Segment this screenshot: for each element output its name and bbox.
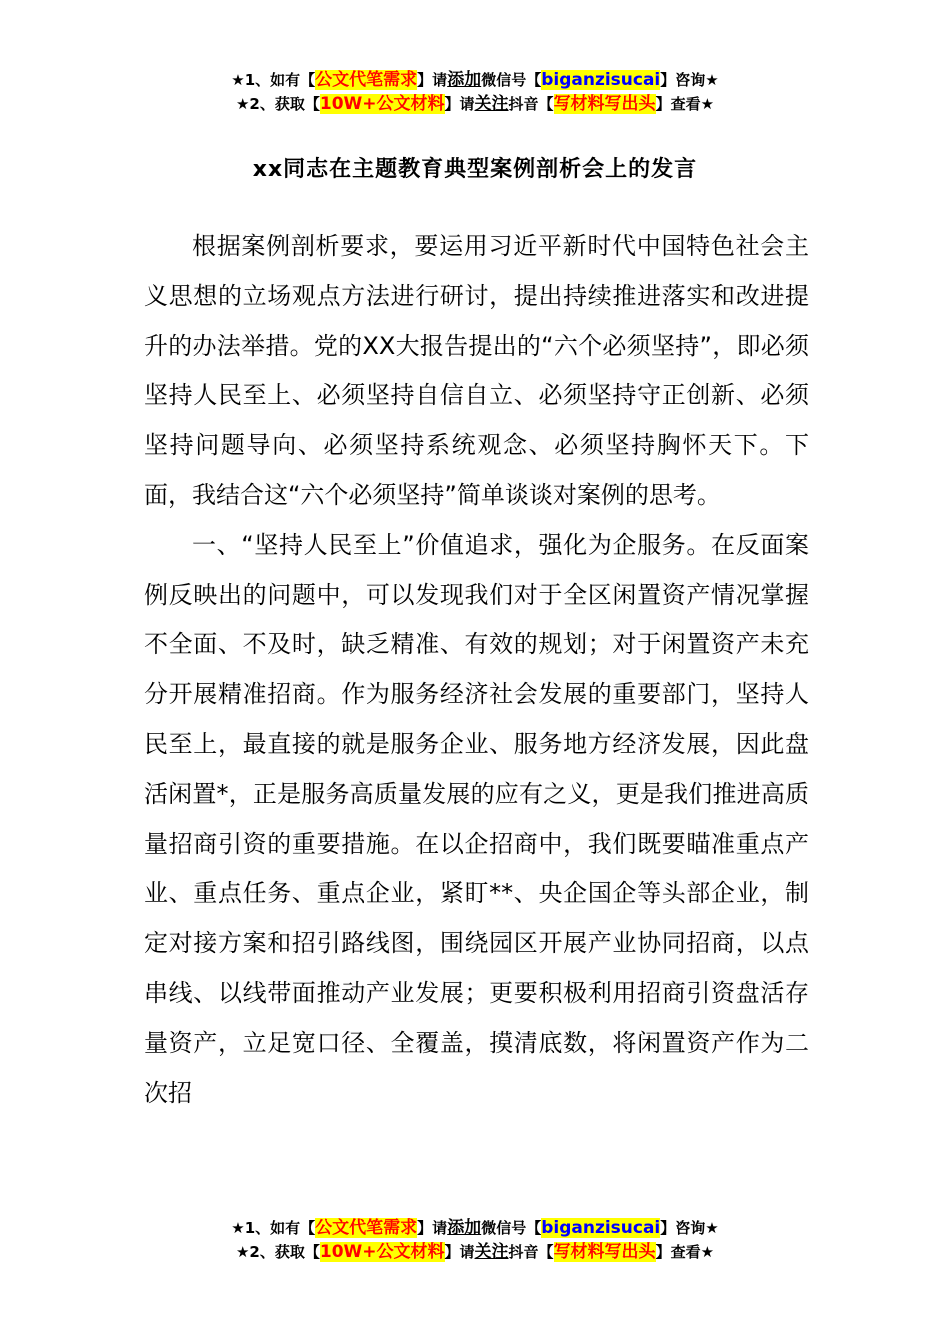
header-line-1-text: ★1、如有【 (231, 71, 316, 89)
header-line-1 (0, 68, 950, 92)
footer-line-1-highlight-wechat: biganzisucai (541, 1218, 661, 1238)
footer-line-1 (0, 1216, 950, 1240)
document-body (144, 222, 809, 1162)
footer-line-2-text: 】请 (444, 1243, 475, 1261)
paragraph-section-one: 一、“坚持人民至上”价值追求，强化为企服务。在反面案例反映出的问题中，可以发现我们对于全区闲置资产情况掌握不全面、不及时，缺乏精准、有效的规划；对于闲置资产未充分开展精准招商。作为服务经济社会发展的重要部门，坚持人民至上，最直接的就是服务企业、服务地方经济发展，因此盘活闲置*，正是服务高质量发展的应有之义，更是我们推进高质量招商引资的重要措施。在以企招商中，我们既要瞄准重点产业、重点任务、重点企业，紧盯**、央企国企等头部企业，制定对接方案和招引路线图，围绕园区开展产业协同招商，以点串线、以线带面推动产业发展；更要积极利用招商引资盘活存量资产，立足宽口径、全覆盖，摸清底数，将闲置资产作为二次招 (144, 530, 809, 1107)
header-line-2-text: 抖音【 (508, 95, 554, 113)
header-line-2 (0, 92, 950, 116)
footer-line-2-text: 抖音【 (508, 1243, 554, 1261)
footer-line-1-highlight-service: 公文代笔需求 (315, 1218, 418, 1238)
header-line-1-highlight-service: 公文代笔需求 (315, 70, 418, 90)
header-line-2-text: ★2、获取【 (235, 95, 320, 113)
footer-line-2-text: ★2、获取【 (235, 1243, 320, 1261)
footer-line-2-underlined: 关注 (474, 1242, 509, 1262)
footer-line-2-text: 】查看★ (655, 1243, 715, 1261)
document-title: xx同志在主题教育典型案例剖析会上的发言 (252, 157, 698, 182)
footer-line-1-text: 微信号【 (481, 1219, 542, 1237)
paragraph-intro: 根据案例剖析要求，要运用习近平新时代中国特色社会主义思想的立场观点方法进行研讨，提出持续推进落实和改进提升的办法举措。党的XX大报告提出的“六个必须坚持”，即必须坚持人民至上、必须坚持自信自立、必须坚持守正创新、必须坚持问题导向、必须坚持系统观念、必须坚持胸怀天下。下面，我结合这“六个必须坚持”简单谈谈对案例的思考。 (144, 232, 809, 509)
footer-banner (0, 1216, 950, 1264)
header-line-2-text: 】查看★ (655, 95, 715, 113)
footer-line-1-text: 】咨询★ (660, 1219, 719, 1237)
header-line-2-text: 】请 (444, 95, 475, 113)
header-line-2-underlined: 关注 (474, 94, 509, 114)
footer-line-1-underlined: 添加 (447, 1218, 482, 1238)
footer-line-1-text: ★1、如有【 (231, 1219, 316, 1237)
header-line-2-highlight-douyin: 写材料写出头 (553, 94, 656, 114)
header-line-1-text: 微信号【 (481, 71, 542, 89)
footer-line-2-highlight-materials: 10W+公文材料 (319, 1242, 445, 1262)
footer-line-2-highlight-douyin: 写材料写出头 (553, 1242, 656, 1262)
header-line-1-highlight-wechat: biganzisucai (541, 70, 661, 90)
header-line-1-text: 】请 (417, 71, 448, 89)
footer-line-2 (0, 1240, 950, 1264)
header-line-2-highlight-materials: 10W+公文材料 (319, 94, 445, 114)
header-line-1-text: 】咨询★ (660, 71, 719, 89)
header-banner (0, 68, 950, 116)
footer-line-1-text: 】请 (417, 1219, 448, 1237)
header-line-1-underlined: 添加 (447, 70, 482, 90)
